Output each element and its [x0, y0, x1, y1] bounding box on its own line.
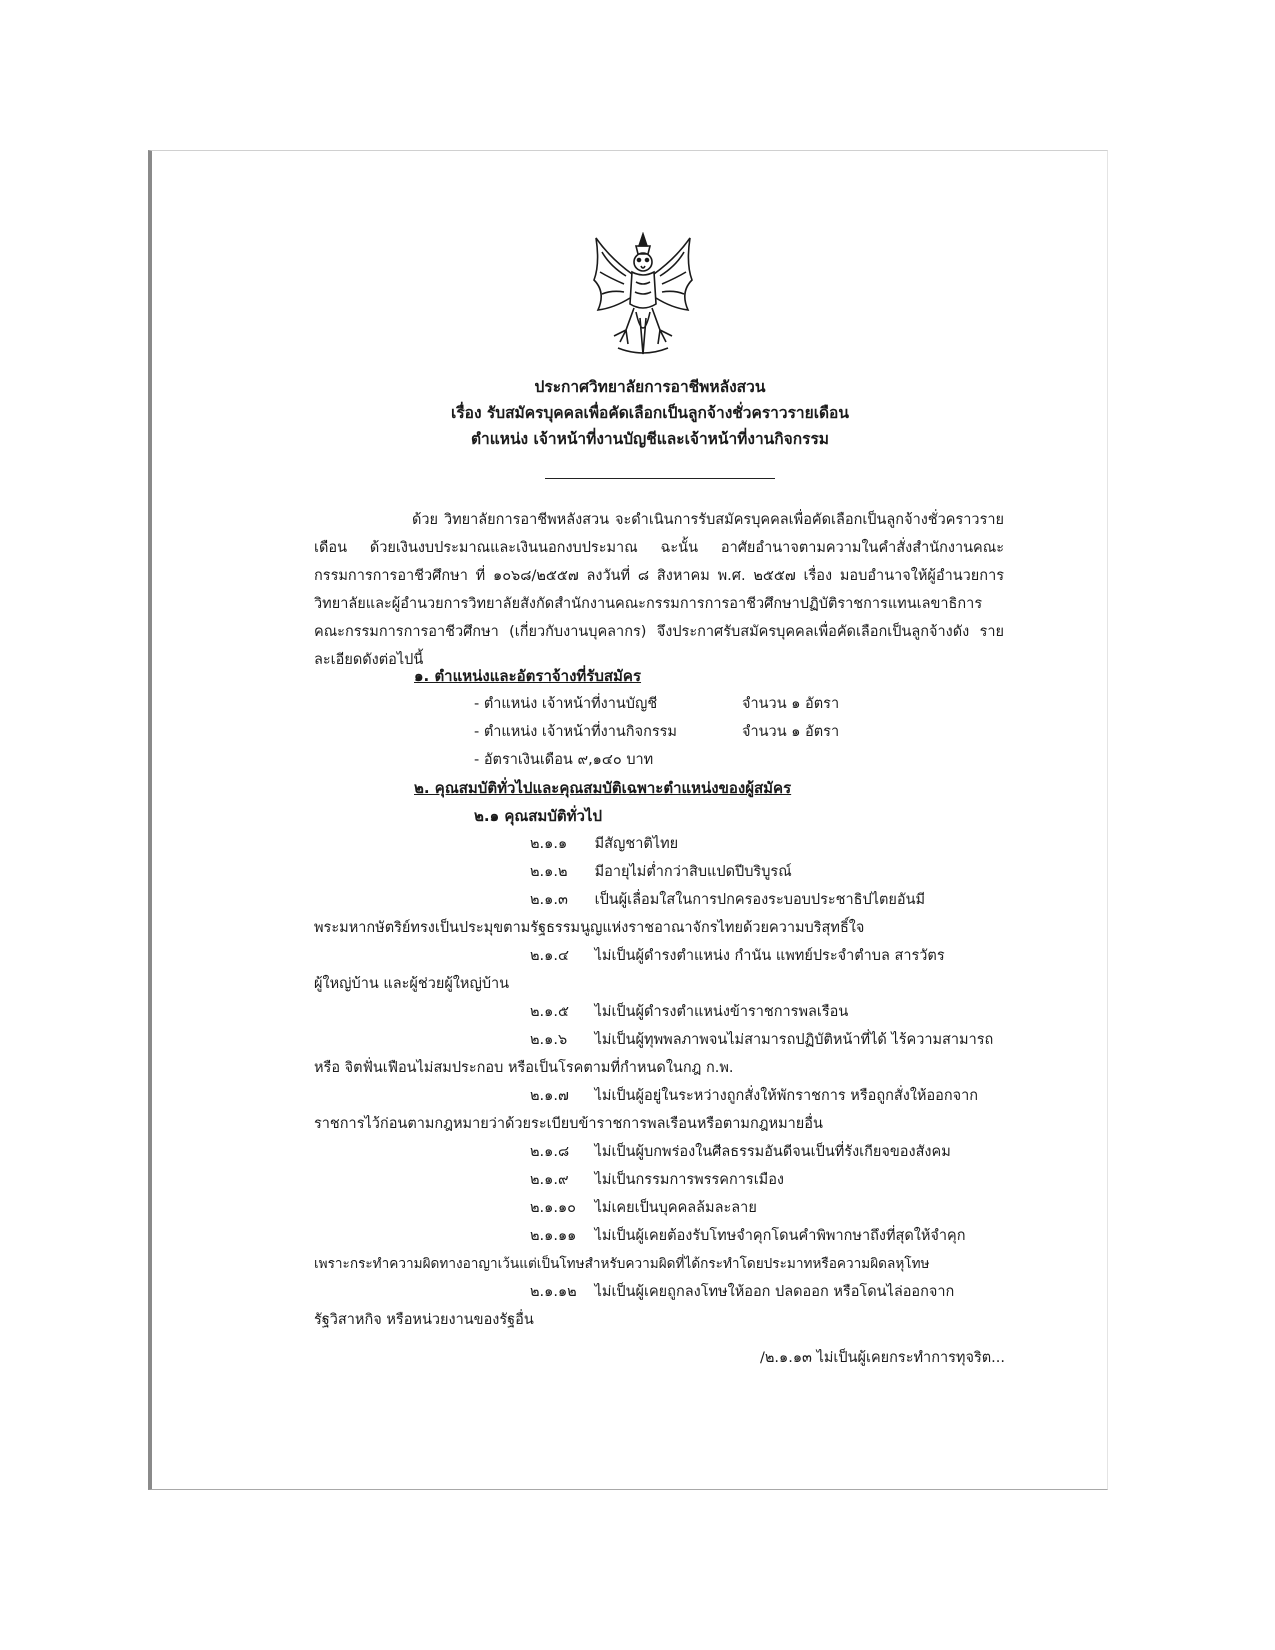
list-item	[530, 860, 1004, 883]
list-item	[530, 944, 1004, 967]
item-number: ๒.๑.๑	[530, 836, 568, 852]
list-item	[530, 1280, 1004, 1303]
item-continuation: พระมหากษัตริย์ทรงเป็นประมุขตามรัฐธรรมนูญแห่งราชอาณาจักรไทยด้วยความบริสุทธิ์ใจ	[314, 920, 865, 936]
list-item	[530, 1140, 1004, 1163]
item-text: เป็นผู้เลื่อมใสในการปกครองระบอบประชาธิปไตยอันมี	[594, 892, 926, 908]
position-accounting: - ตำแหน่ง เจ้าหน้าที่งานบัญชี	[474, 696, 658, 712]
item-number: ๒.๑.๘	[530, 1144, 570, 1160]
item-text: ไม่เป็นผู้ดำรงตำแหน่งข้าราชการพลเรือน	[594, 1004, 849, 1020]
item-text: ไม่เป็นผู้ทุพพลภาพจนไม่สามารถปฏิบัติหน้าที่ได้ ไร้ความสามารถ	[594, 1032, 994, 1048]
item-number: ๒.๑.๑๐	[530, 1200, 577, 1216]
item-continuation: ราชการไว้ก่อนตามกฎหมายว่าด้วยระเบียบข้าราชการพลเรือนหรือตามกฎหมายอื่น	[314, 1116, 823, 1132]
announcement-header	[300, 374, 1000, 452]
continuation-note: /๒.๑.๑๓ ไม่เป็นผู้เคยกระทำการทุจริต...	[759, 1350, 1005, 1366]
list-item	[530, 1196, 1004, 1219]
item-continuation: ผู้ใหญ่บ้าน และผู้ช่วยผู้ใหญ่บ้าน	[314, 976, 510, 992]
item-text: มีสัญชาติไทย	[594, 836, 679, 852]
position-accounting-count: จำนวน ๑ อัตรา	[742, 696, 840, 712]
issuer-title: ประกาศวิทยาลัยการอาชีพหลังสวน	[534, 378, 766, 396]
item-text: ไม่เคยเป็นบุคคลล้มละลาย	[594, 1200, 757, 1216]
item-continuation: เพราะกระทำความผิดทางอาญาเว้นแต่เป็นโทษสำหรับความผิดที่ได้กระทำโดยประมาทหรือความผิดลหุโทษ	[314, 1256, 930, 1272]
section1-title: ๑. ตำแหน่งและอัตราจ้างที่รับสมัคร	[414, 667, 642, 685]
list-item	[530, 888, 1004, 911]
item-continuation: รัฐวิสาหกิจ หรือหน่วยงานของรัฐอื่น	[314, 1312, 534, 1328]
item-number: ๒.๑.๑๒	[530, 1284, 577, 1300]
item-number: ๒.๑.๔	[530, 948, 569, 964]
position-line: ตำแหน่ง เจ้าหน้าที่งานบัญชีและเจ้าหน้าที่งานกิจกรรม	[470, 430, 829, 448]
header-divider	[545, 478, 775, 479]
item-text: ไม่เป็นผู้เคยถูกลงโทษให้ออก ปลดออก หรือโดนไล่ออกจาก	[594, 1284, 955, 1300]
item-text: ไม่เป็นผู้เคยต้องรับโทษจำคุกโดนคำพิพากษาถึงที่สุดให้จำคุก	[594, 1228, 966, 1244]
item-number: ๒.๑.๙	[530, 1172, 569, 1188]
item-number: ๒.๑.๒	[530, 864, 568, 880]
intro-paragraph: ด้วย วิทยาลัยการอาชีพหลังสวน จะดำเนินการรับสมัครบุคคลเพื่อคัดเลือกเป็นลูกจ้างชั่วคราวรายเดือน ด้วยเงินงบประมาณและเงินนอกงบประมาณ ฉะนั้น อาศัยอำนาจตามความในคำสั่งสำนักงานคณะกรรมการการอาชีวศึกษา ที่ ๑๐๖๘/๒๕๕๗ ลงวันที่ ๘ สิงหาคม พ.ศ. ๒๕๕๗ เรื่อง มอบอำนาจให้ผู้อำนวยการวิทยาลัยและผู้อำนวยการวิทยาลัยสังกัดสำนักงานคณะกรรมการการอาชีวศึกษาปฏิบัติราชการแทนเลขาธิการคณะกรรมการการอาชีวศึกษา (เกี่ยวกับงานบุคลากร) จึงประกาศรับสมัครบุคคลเพื่อคัดเลือกเป็นลูกจ้างดัง รายละเอียดดังต่อไปนี้	[314, 512, 1004, 668]
subject-line: เรื่อง รับสมัครบุคคลเพื่อคัดเลือกเป็นลูกจ้างชั่วคราวรายเดือน	[451, 404, 849, 422]
list-item	[530, 1028, 1004, 1051]
position-activities: - ตำแหน่ง เจ้าหน้าที่งานกิจกรรม	[474, 724, 677, 740]
section2-title: ๒. คุณสมบัติทั่วไปและคุณสมบัติเฉพาะตำแหน่งของผู้สมัคร	[414, 779, 792, 797]
item-number: ๒.๑.๖	[530, 1032, 568, 1048]
item-text: ไม่เป็นกรรมการพรรคการเมือง	[594, 1172, 785, 1188]
position-activities-count: จำนวน ๑ อัตรา	[742, 724, 840, 740]
subsection-2-1-title: ๒.๑ คุณสมบัติทั่วไป	[474, 807, 602, 825]
item-text: ไม่เป็นผู้อยู่ในระหว่างถูกสั่งให้พักราชการ หรือถูกสั่งให้ออกจาก	[594, 1088, 979, 1104]
list-item	[530, 1224, 1004, 1247]
item-number: ๒.๑.๑๑	[530, 1228, 577, 1244]
item-continuation: หรือ จิตฟั่นเฟือนไม่สมประกอบ หรือเป็นโรคตามที่กำหนดในกฎ ก.พ.	[314, 1060, 734, 1076]
list-item	[530, 1168, 1004, 1191]
item-number: ๒.๑.๓	[530, 892, 568, 908]
item-number: ๒.๑.๗	[530, 1088, 569, 1104]
item-text: ไม่เป็นผู้ดำรงตำแหน่ง กำนัน แพทย์ประจำตำบล สารวัตร	[594, 948, 945, 964]
item-text: ไม่เป็นผู้บกพร่องในศีลธรรมอันดีจนเป็นที่รังเกียจของสังคม	[594, 1144, 951, 1160]
list-item	[530, 1084, 1004, 1107]
list-item	[530, 1000, 1004, 1023]
garuda-emblem-icon	[588, 232, 698, 360]
item-text: มีอายุไม่ต่ำกว่าสิบแปดปีบริบูรณ์	[594, 864, 792, 880]
item-number: ๒.๑.๕	[530, 1004, 569, 1020]
salary-rate: - อัตราเงินเดือน ๙,๑๔๐ บาท	[474, 752, 654, 768]
list-item	[530, 832, 1004, 855]
